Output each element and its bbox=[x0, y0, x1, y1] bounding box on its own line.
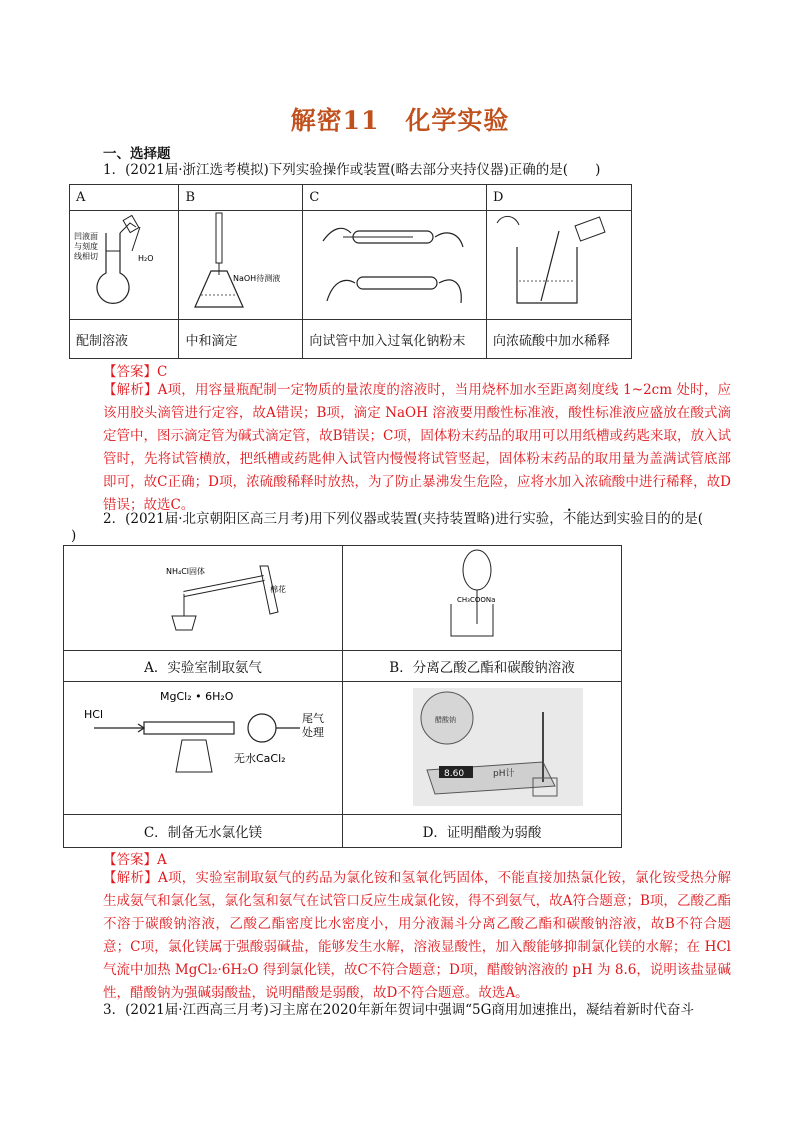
fig-label: NaOH待测液 bbox=[233, 274, 281, 283]
q2-options-table bbox=[63, 545, 622, 848]
q2-caption-b: B．分离乙酸乙酯和碳酸钠溶液 bbox=[343, 651, 622, 682]
q1-header-b: B bbox=[179, 185, 303, 211]
q2-stem-text: 2．(2021届·北京朝阳区高三月考)用下列仪器或装置(夹持装置略)进行实验， bbox=[103, 511, 563, 527]
q1-header-a: A bbox=[70, 185, 179, 211]
q2-figure-b bbox=[343, 546, 622, 651]
q1-figure-d bbox=[487, 211, 632, 320]
separatory-funnel-figure bbox=[343, 546, 621, 646]
q2-caption-d: D．证明醋酸为弱酸 bbox=[343, 815, 622, 848]
q1-caption-c: 向试管中加入过氧化钠粉末 bbox=[303, 320, 487, 359]
q1-explanation bbox=[71, 379, 731, 517]
q1-caption-a: 配制溶液 bbox=[70, 320, 179, 359]
q1-explanation-text: 【解析】A项，用容量瓶配制一定物质的量浓度的溶液时，当用烧杯加水至距离刻度线 1~2cm 处时，应该用胶头滴管进行定容，故A错误；B项，滴定 NaOH 溶液要用酸性标准液，酸性标准液应盛放在酸式滴定管中，图示滴定管为碱式滴定管，故B错误；C项，固体粉末药品的取用可以用纸槽或药匙来取，放入试管时，先将试管横放，把纸槽或药匙伸入试管内慢慢将试管竖起，固体粉末药品的取用量为盖满试管底部即可，故C正确；D项，浓硫酸稀释时放热，为了防止暴沸发生危险，应将水加入浓硫酸中进行稀释，故D错误；故选C。 bbox=[103, 382, 731, 513]
fig-label: pH计 bbox=[493, 769, 515, 779]
q2-stem-emphasis: 不能 bbox=[562, 511, 590, 527]
volumetric-flask-figure bbox=[70, 211, 178, 315]
q2-stem-close: ) bbox=[71, 528, 77, 544]
q1-header-c: C bbox=[303, 185, 487, 211]
fig-label: 无水CaCl₂ bbox=[234, 752, 286, 765]
fig-label: 8.60 bbox=[444, 769, 465, 779]
dilution-figure bbox=[487, 211, 631, 315]
fig-label: MgCl₂ • 6H₂O bbox=[160, 690, 234, 703]
q1-answer: 【答案】C bbox=[103, 364, 168, 380]
fig-label: 线相切 bbox=[74, 252, 98, 261]
ph-meter-figure bbox=[343, 682, 621, 810]
page-title: 解密11 化学实验 bbox=[290, 106, 510, 135]
q3-stem: 3．(2021届·江西高三月考)习主席在2020年新年贺词中强调“5G商用加速推出，凝结着新时代奋斗 bbox=[103, 1002, 694, 1018]
q1-caption-d: 向浓硫酸中加水稀释 bbox=[487, 320, 632, 359]
titration-figure bbox=[179, 211, 299, 315]
q2-caption-a: A．实验室制取氨气 bbox=[64, 651, 343, 682]
q1-caption-b: 中和滴定 bbox=[179, 320, 303, 359]
q1-figure-a bbox=[70, 211, 179, 320]
q2-figure-c bbox=[64, 682, 343, 815]
fig-label: 棉花 bbox=[270, 585, 286, 594]
q2-figure-d bbox=[343, 682, 622, 815]
ammonia-setup-figure bbox=[64, 546, 342, 646]
mgcl2-setup-figure bbox=[64, 682, 342, 810]
q1-figure-c bbox=[303, 211, 487, 320]
fig-label: 与刻度 bbox=[74, 242, 98, 251]
q1-header-d: D bbox=[487, 185, 632, 211]
fig-label: NH₄Cl固体 bbox=[166, 567, 206, 576]
fig-label: 醋酸钠 bbox=[435, 716, 456, 724]
q1-stem: 1．(2021届·浙江选考模拟)下列实验操作或装置(略去部分夹持仪器)正确的是( ) bbox=[103, 162, 601, 178]
fig-label: HCl bbox=[84, 708, 104, 721]
q2-answer: 【答案】A bbox=[103, 852, 167, 868]
q1-figure-b bbox=[179, 211, 303, 320]
q2-figure-a bbox=[64, 546, 343, 651]
section-heading: 一、选择题 bbox=[103, 146, 171, 162]
q2-stem-text: 达到实验目的的是( bbox=[589, 511, 704, 527]
powder-tube-figure bbox=[303, 211, 483, 315]
q2-caption-c: C．制备无水氯化镁 bbox=[64, 815, 343, 848]
fig-label: CH₃COONa bbox=[457, 596, 496, 604]
fig-label: 处理 bbox=[302, 726, 324, 739]
q1-options-table bbox=[69, 184, 632, 359]
q2-explanation bbox=[71, 867, 731, 1005]
fig-label: 凹液面 bbox=[74, 232, 98, 241]
fig-label: H₂O bbox=[138, 254, 154, 263]
fig-label: 尾气 bbox=[302, 712, 324, 725]
q2-explanation-text: 【解析】A项，实验室制取氨气的药品为氯化铵和氢氧化钙固体，不能直接加热氯化铵，氯化铵受热分解生成氨气和氯化氢，氯化氢和氨气在试管口反应生成氯化铵，得不到氨气，故A符合题意；B项，乙酸乙酯不溶于碳酸钠溶液，乙酸乙酯密度比水密度小，用分液漏斗分离乙酸乙酯和碳酸钠溶液，故B不符合题意；C项，氯化镁属于强酸弱碱盐，能够发生水解，溶液显酸性，加入酸能够抑制氯化镁的水解；在 HCl 气流中加热 MgCl₂·6H₂O 得到氯化镁，故C不符合题意；D项，醋酸钠溶液的 pH 为 8.6，说明该盐显碱性，醋酸钠为强碱弱酸盐，说明醋酸是弱酸，故D不符合题意。故选A。 bbox=[103, 870, 731, 1001]
